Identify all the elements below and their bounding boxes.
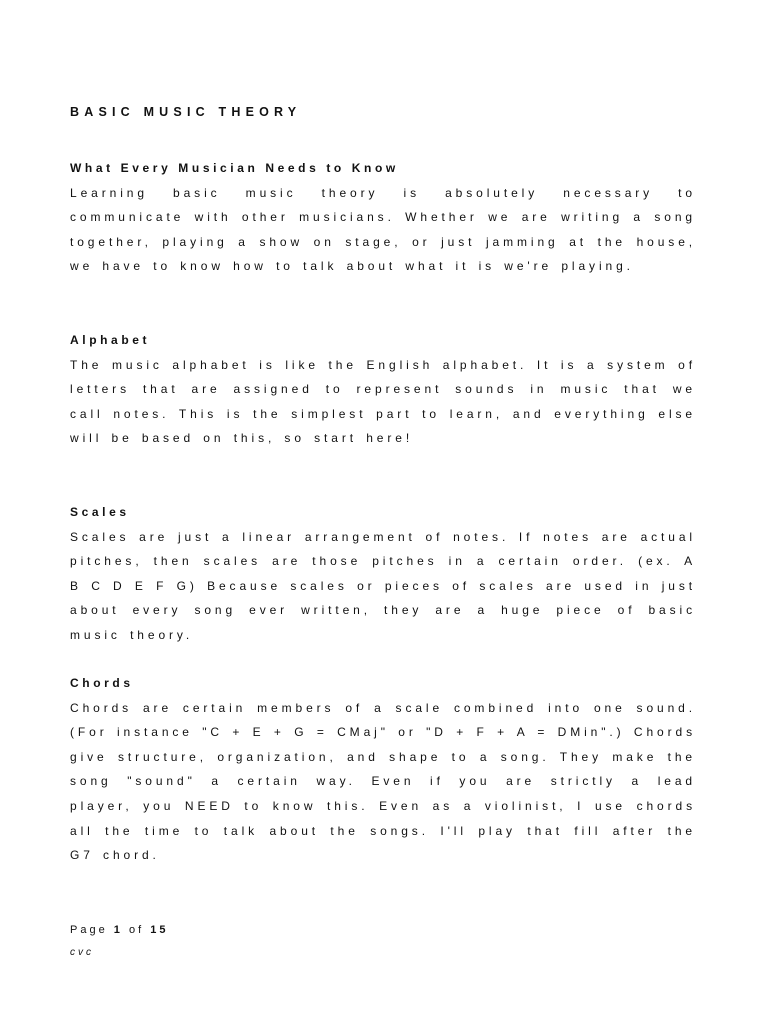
page-of: of bbox=[128, 924, 145, 936]
author-initials: cvc bbox=[70, 947, 94, 958]
section-body-intro: Learning basic music theory is absolutely necessary to communicate with other musicians. Whether we are writing a song together, playing a show on stage, or just jamming at the house, we have to know how to talk about what it is we're playing. bbox=[70, 185, 696, 274]
section-alphabet bbox=[70, 328, 696, 451]
page-number bbox=[70, 924, 168, 936]
document-title: BASIC MUSIC THEORY bbox=[70, 105, 302, 119]
section-heading-scales: Scales bbox=[70, 505, 130, 519]
section-body-chords: Chords are certain members of a scale combined into one sound. (For instance "C + E + G = CMaj" or "D + F + A = DMin".) Chords give structure, organization, and shape to a song. They make the song "sound" a certain way. Even if you are strictly a lead player, you NEED to know this. Even as a violinist, I use chords all the time to talk about the songs. I'll play that fill after the G7 chord. bbox=[70, 700, 696, 863]
section-body-alphabet: The music alphabet is like the English alphabet. It is a system of letters that are assigned to represent sounds in music that we call notes. This is the simplest part to learn, and everything else will be based on this, so start here! bbox=[70, 357, 696, 446]
section-scales bbox=[70, 500, 696, 648]
section-chords bbox=[70, 671, 696, 868]
page-total: 15 bbox=[150, 924, 169, 936]
page-label: Page bbox=[70, 924, 108, 936]
section-heading-intro: What Every Musician Needs to Know bbox=[70, 161, 399, 175]
section-heading-alphabet: Alphabet bbox=[70, 333, 151, 347]
page-current: 1 bbox=[113, 924, 123, 936]
section-heading-chords: Chords bbox=[70, 676, 134, 690]
section-body-scales: Scales are just a linear arrangement of notes. If notes are actual pitches, then scales are those pitches in a certain order. (ex. A B C D E F G) Because scales or pieces of scales are used in just about every song ever written, they are a huge piece of basic music theory. bbox=[70, 529, 696, 642]
section-intro bbox=[70, 156, 696, 279]
